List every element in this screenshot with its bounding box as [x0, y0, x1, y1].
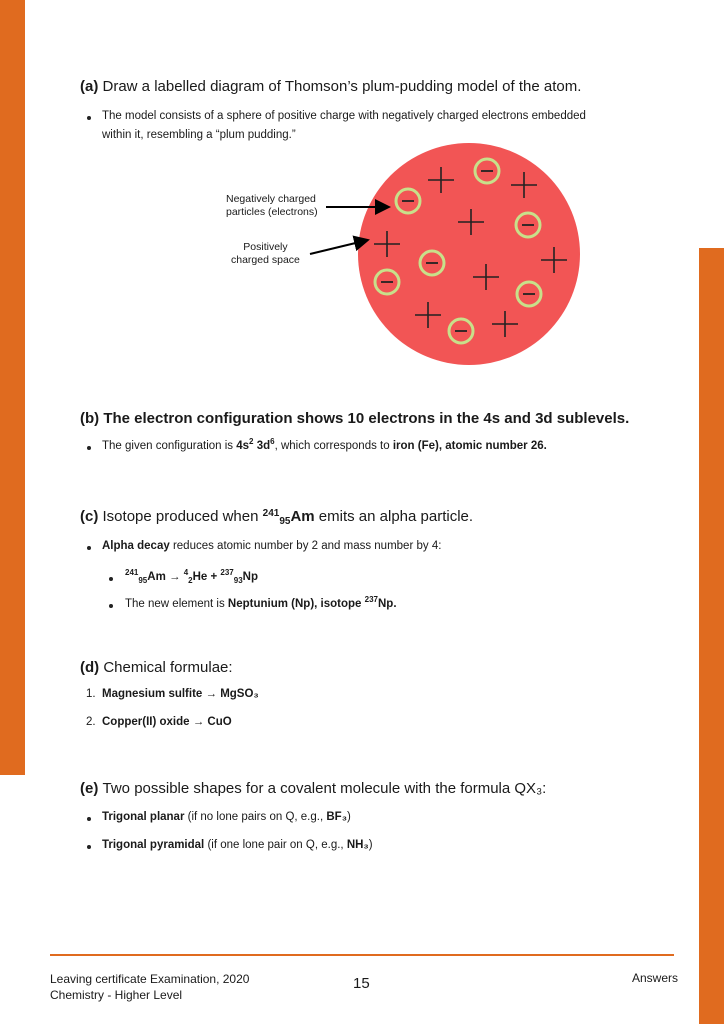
bullet-dot: [87, 446, 91, 450]
section-e-heading: (e) Two possible shapes for a covalent molecule with the formula QX₃:: [80, 780, 547, 797]
bullet-dot: [87, 817, 91, 821]
alpha-decay-equation: $^{241}_{95}$Am → $^4_2$He + $^{237}_{93}$Np: [125, 568, 259, 585]
shape-item-2: Trigonal pyramidal (if one lone pair on Q, e.g., NH₃): [102, 839, 373, 851]
footer-left: Leaving certificate Examination, 2020 Chemistry - Higher Level: [50, 972, 250, 1002]
bullet-dot: [87, 845, 91, 849]
shape-item-1: Trigonal planar (if no lone pairs on Q, e.g., BF₃): [102, 811, 351, 823]
section-c-heading: (c) Isotope produced when $^{241}_{95}$Am emits an alpha particle.: [80, 508, 474, 527]
diagram-graphics: [0, 0, 724, 380]
bullet-dot: [109, 577, 113, 581]
formula-item-1: 1. Magnesium sulfite → MgSO₃: [86, 688, 259, 700]
section-c-bullet: Alpha decay reduces atomic number by 2 and mass number by 4:: [102, 540, 442, 552]
section-d-heading: (d) Chemical formulae:: [80, 659, 233, 676]
footer-right: Answers: [632, 971, 679, 985]
bullet-dot: [87, 546, 91, 550]
section-a-bullet-line1: The model consists of a sphere of positive charge with negatively charged electrons embedded: [102, 110, 586, 122]
section-a-bullet-line2: within it, resembling a “plum pudding.”: [102, 129, 296, 141]
bullet-dot: [109, 604, 113, 608]
label-electrons: Negatively charged particles (electrons): [226, 193, 318, 218]
footer-rule: [50, 954, 674, 956]
section-b-bullet: The given configuration is $4s^2$ $3d^6$, which corresponds to iron (Fe), atomic number 26.: [102, 437, 547, 452]
formula-item-2: 2. Copper(II) oxide → CuO: [86, 716, 232, 728]
section-b-heading: (b) The electron configuration shows 10 electrons in the 4s and 3d sublevels.: [80, 410, 630, 427]
section-a-heading: (a) Draw a labelled diagram of Thomson’s plum-pudding model of the atom.: [80, 78, 582, 95]
label-positive-space: Positively charged space: [231, 241, 300, 266]
new-element-bullet: The new element is Neptunium (Np), isotope $^{237}$Np.: [125, 595, 397, 610]
page-number: 15: [353, 975, 370, 992]
